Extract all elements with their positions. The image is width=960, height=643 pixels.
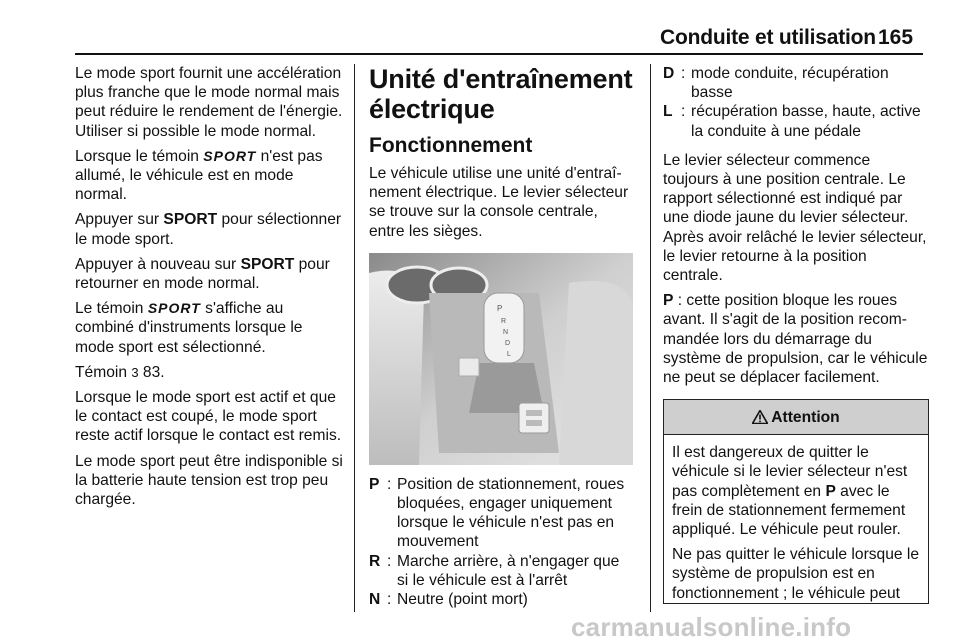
attention-box <box>663 399 929 604</box>
svg-text:N: N <box>503 328 509 336</box>
gear-position-item <box>663 64 929 102</box>
column-divider <box>354 64 355 612</box>
separator: : <box>387 552 392 570</box>
gear-position-item <box>369 590 633 609</box>
svg-text:P: P <box>497 303 503 313</box>
sport-button-label: SPORT <box>240 255 295 273</box>
warning-icon <box>752 410 768 424</box>
separator: : <box>387 591 392 609</box>
text: n'est pas allumé, le véhicule est en mode normal. <box>75 147 323 204</box>
paragraph: Lorsque le mode sport est actif et que le contact est coupé, le mode sport reste actif lorsque le contact est remis. <box>75 389 342 445</box>
text: Lorsque le témoin <box>75 147 204 165</box>
svg-text:D: D <box>505 339 511 347</box>
paragraph <box>75 210 343 248</box>
paragraph: Le levier sélecteur commence toujours à une position centrale. Le rapport sélectionné est indiqué par une diode jaune du levier sélecteur. Après avoir relâché le levier sélecteur, le levier retourne à la position centrale. <box>663 151 927 285</box>
gear-description: mode conduite, récupération basse <box>691 65 889 102</box>
gear-key: N <box>369 591 381 609</box>
paragraph: Le mode sport fournit une accélération plus franche que le mode normal mais peut réduire le rendement de l'énergie. Utiliser si possible le mode normal. <box>75 65 343 140</box>
paragraph: Ne pas quitter le véhicule lorsque le système de propulsion est en fonctionnement ; le véhicule peut <box>672 546 920 602</box>
attention-title: Attention <box>771 408 840 426</box>
attention-body <box>664 435 928 603</box>
text: Il est dangereux de quitter le véhicule si le levier sélecteur n'est pas complètement en <box>672 444 908 500</box>
separator: : <box>681 65 686 82</box>
gear-description: Position de stationnement, roues bloquées, engager uniquement lorsque le véhicule n'est pas en mouvement <box>397 475 625 551</box>
text: s'affiche au combiné d'instruments lorsque le mode sport est sélectionné. <box>75 300 303 356</box>
gear-position-list <box>663 64 929 141</box>
column-3 <box>663 64 929 604</box>
gear-description: Neutre (point mort) <box>397 591 528 609</box>
text: Le témoin <box>75 300 148 318</box>
column-1 <box>75 64 343 515</box>
gear-position-list <box>369 475 633 609</box>
gear-position-item <box>663 102 929 140</box>
sport-button-label: SPORT <box>163 211 218 229</box>
gear-description: Marche arrière, à n'engager que si le véhicule est à l'arrêt <box>397 552 620 589</box>
page-header <box>0 0 960 52</box>
gear-position-item <box>369 475 633 552</box>
gear-selector-photo <box>369 253 633 465</box>
text: avec le frein de stationnement fermement appliqué. Le véhicule peut rouler. <box>672 482 906 539</box>
text: Appuyer sur <box>75 211 164 229</box>
svg-text:R: R <box>501 317 507 325</box>
text: : cette position bloque les roues avant. Il s'agit de la position recommandée lors du démarrage du système de propulsion, car le véhicule ne peut se déplacer facilement. <box>663 292 928 387</box>
gear-description: récupération basse, haute, active la conduite à une pédale <box>691 103 921 140</box>
gear-key: P <box>369 475 380 493</box>
gear-key: D <box>663 65 675 82</box>
page-number: 165 <box>878 26 914 49</box>
subsection-heading: Fonctionnement <box>369 134 533 157</box>
separator: : <box>681 103 686 121</box>
sport-indicator-label: SPORT <box>203 147 257 164</box>
paragraph: Le mode sport peut être indisponible si la batterie haute tension est trop peu chargée. <box>75 452 343 509</box>
gear-key: L <box>663 103 673 121</box>
paragraph <box>75 363 343 382</box>
gear-key: P <box>825 482 836 500</box>
header-divider <box>75 53 923 55</box>
section-title: Conduite et utilisation <box>660 26 876 49</box>
paragraph <box>75 299 343 357</box>
watermark[interactable]: carmanualsonline.info <box>571 612 852 642</box>
paragraph: Le véhicule utilise une unité d'entraînement électrique. Le levier sélecteur se trouve sur la console centrale, entre les sièges. <box>369 165 629 240</box>
attention-header <box>664 400 928 435</box>
svg-text:L: L <box>507 350 511 358</box>
gear-position-item <box>369 552 633 590</box>
column-divider <box>650 64 651 612</box>
gear-key: R <box>369 552 381 570</box>
text: pour sélectionner le mode sport. <box>75 211 342 248</box>
text: Témoin <box>75 363 132 381</box>
sport-indicator-label: SPORT <box>147 300 201 317</box>
separator: : <box>387 475 392 493</box>
paragraph <box>672 443 920 539</box>
paragraph <box>75 255 343 293</box>
gear-key: P <box>663 292 674 310</box>
page-reference-link[interactable]: 83. <box>138 363 165 381</box>
paragraph <box>663 291 929 387</box>
text: pour retourner en mode normal. <box>75 255 330 293</box>
text: Appuyer à nouveau sur <box>75 255 241 273</box>
paragraph <box>75 147 343 205</box>
column-2 <box>369 64 633 619</box>
page-reference-icon[interactable]: 3 <box>131 364 139 380</box>
section-heading: Unité d'entraînement électrique <box>369 64 633 124</box>
